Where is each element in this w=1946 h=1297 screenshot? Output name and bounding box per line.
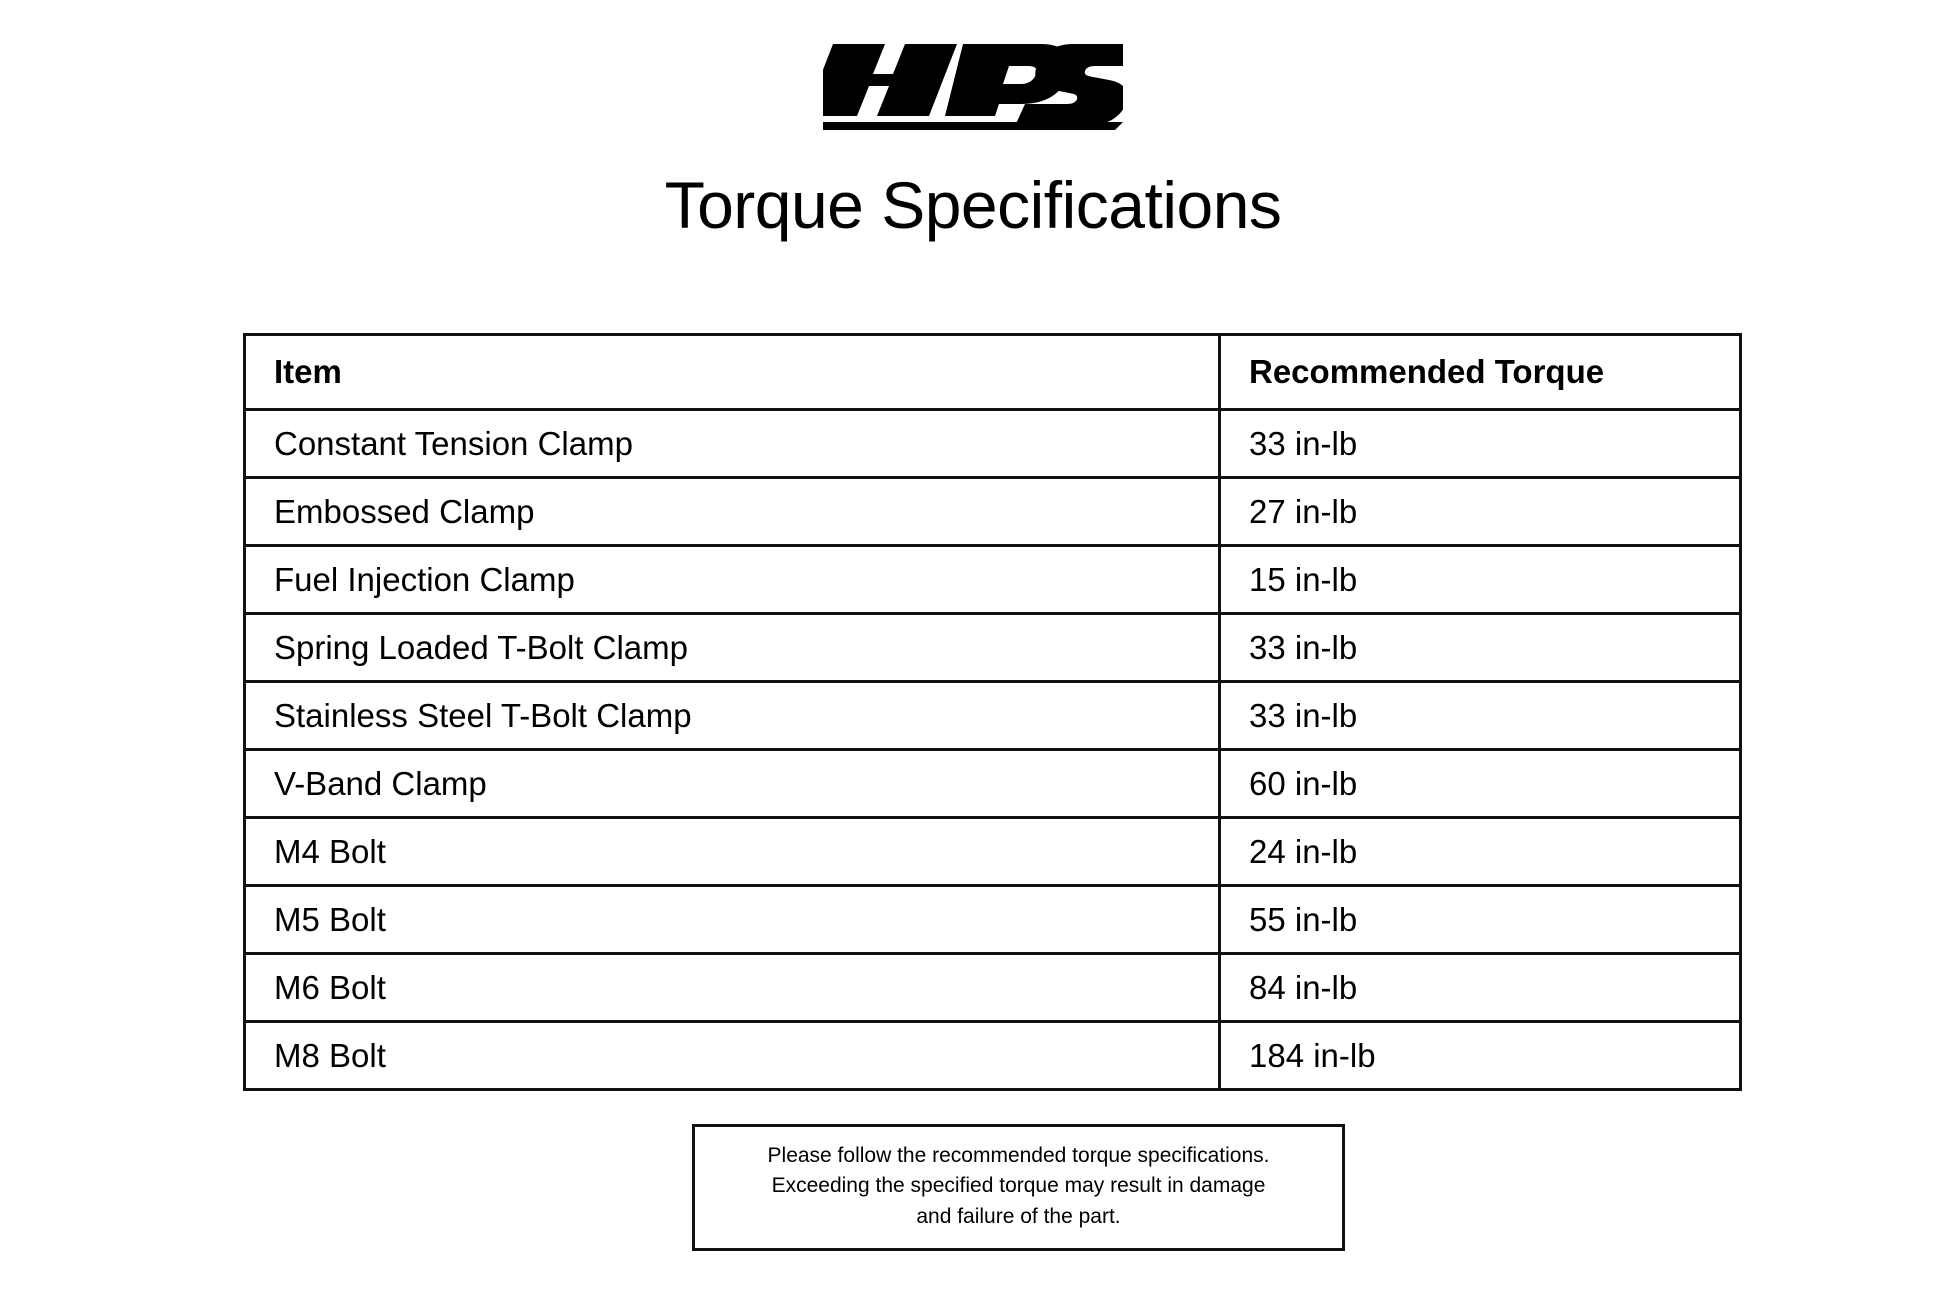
cell-item: Constant Tension Clamp — [245, 410, 1220, 478]
cell-item: M8 Bolt — [245, 1022, 1220, 1090]
cell-item: Fuel Injection Clamp — [245, 546, 1220, 614]
note-line-2: Exceeding the specified torque may result in damage — [771, 1174, 1266, 1198]
warning-note — [692, 1124, 1345, 1251]
cell-torque: 33 in-lb — [1220, 682, 1741, 750]
table-row — [245, 410, 1741, 478]
note-line-1: Please follow the recommended torque specifications. — [767, 1144, 1270, 1167]
cell-item: M6 Bolt — [245, 954, 1220, 1022]
table-row — [245, 818, 1741, 886]
cell-torque: 33 in-lb — [1220, 614, 1741, 682]
hps-logo — [0, 38, 1946, 130]
cell-item: M4 Bolt — [245, 818, 1220, 886]
table-row — [245, 750, 1741, 818]
column-header-torque: Recommended Torque — [1220, 335, 1741, 410]
cell-item: Embossed Clamp — [245, 478, 1220, 546]
cell-item: Stainless Steel T-Bolt Clamp — [245, 682, 1220, 750]
note-line-3: and failure of the part. — [916, 1204, 1121, 1228]
page-title: Torque Specifications — [664, 168, 1282, 242]
torque-table — [243, 333, 1742, 1091]
cell-torque: 55 in-lb — [1220, 886, 1741, 954]
column-header-item: Item — [245, 335, 1220, 410]
table-row — [245, 478, 1741, 546]
cell-item: M5 Bolt — [245, 886, 1220, 954]
cell-torque: 60 in-lb — [1220, 750, 1741, 818]
hps-logo-icon — [823, 38, 1123, 130]
cell-torque: 33 in-lb — [1220, 410, 1741, 478]
table-row — [245, 886, 1741, 954]
table-row — [245, 954, 1741, 1022]
table-row — [245, 614, 1741, 682]
cell-item: V-Band Clamp — [245, 750, 1220, 818]
cell-torque: 15 in-lb — [1220, 546, 1741, 614]
cell-torque: 27 in-lb — [1220, 478, 1741, 546]
table-row — [245, 682, 1741, 750]
cell-item: Spring Loaded T-Bolt Clamp — [245, 614, 1220, 682]
cell-torque: 24 in-lb — [1220, 818, 1741, 886]
cell-torque: 184 in-lb — [1220, 1022, 1741, 1090]
table-row — [245, 1022, 1741, 1090]
table-header-row — [245, 335, 1741, 410]
table-row — [245, 546, 1741, 614]
cell-torque: 84 in-lb — [1220, 954, 1741, 1022]
